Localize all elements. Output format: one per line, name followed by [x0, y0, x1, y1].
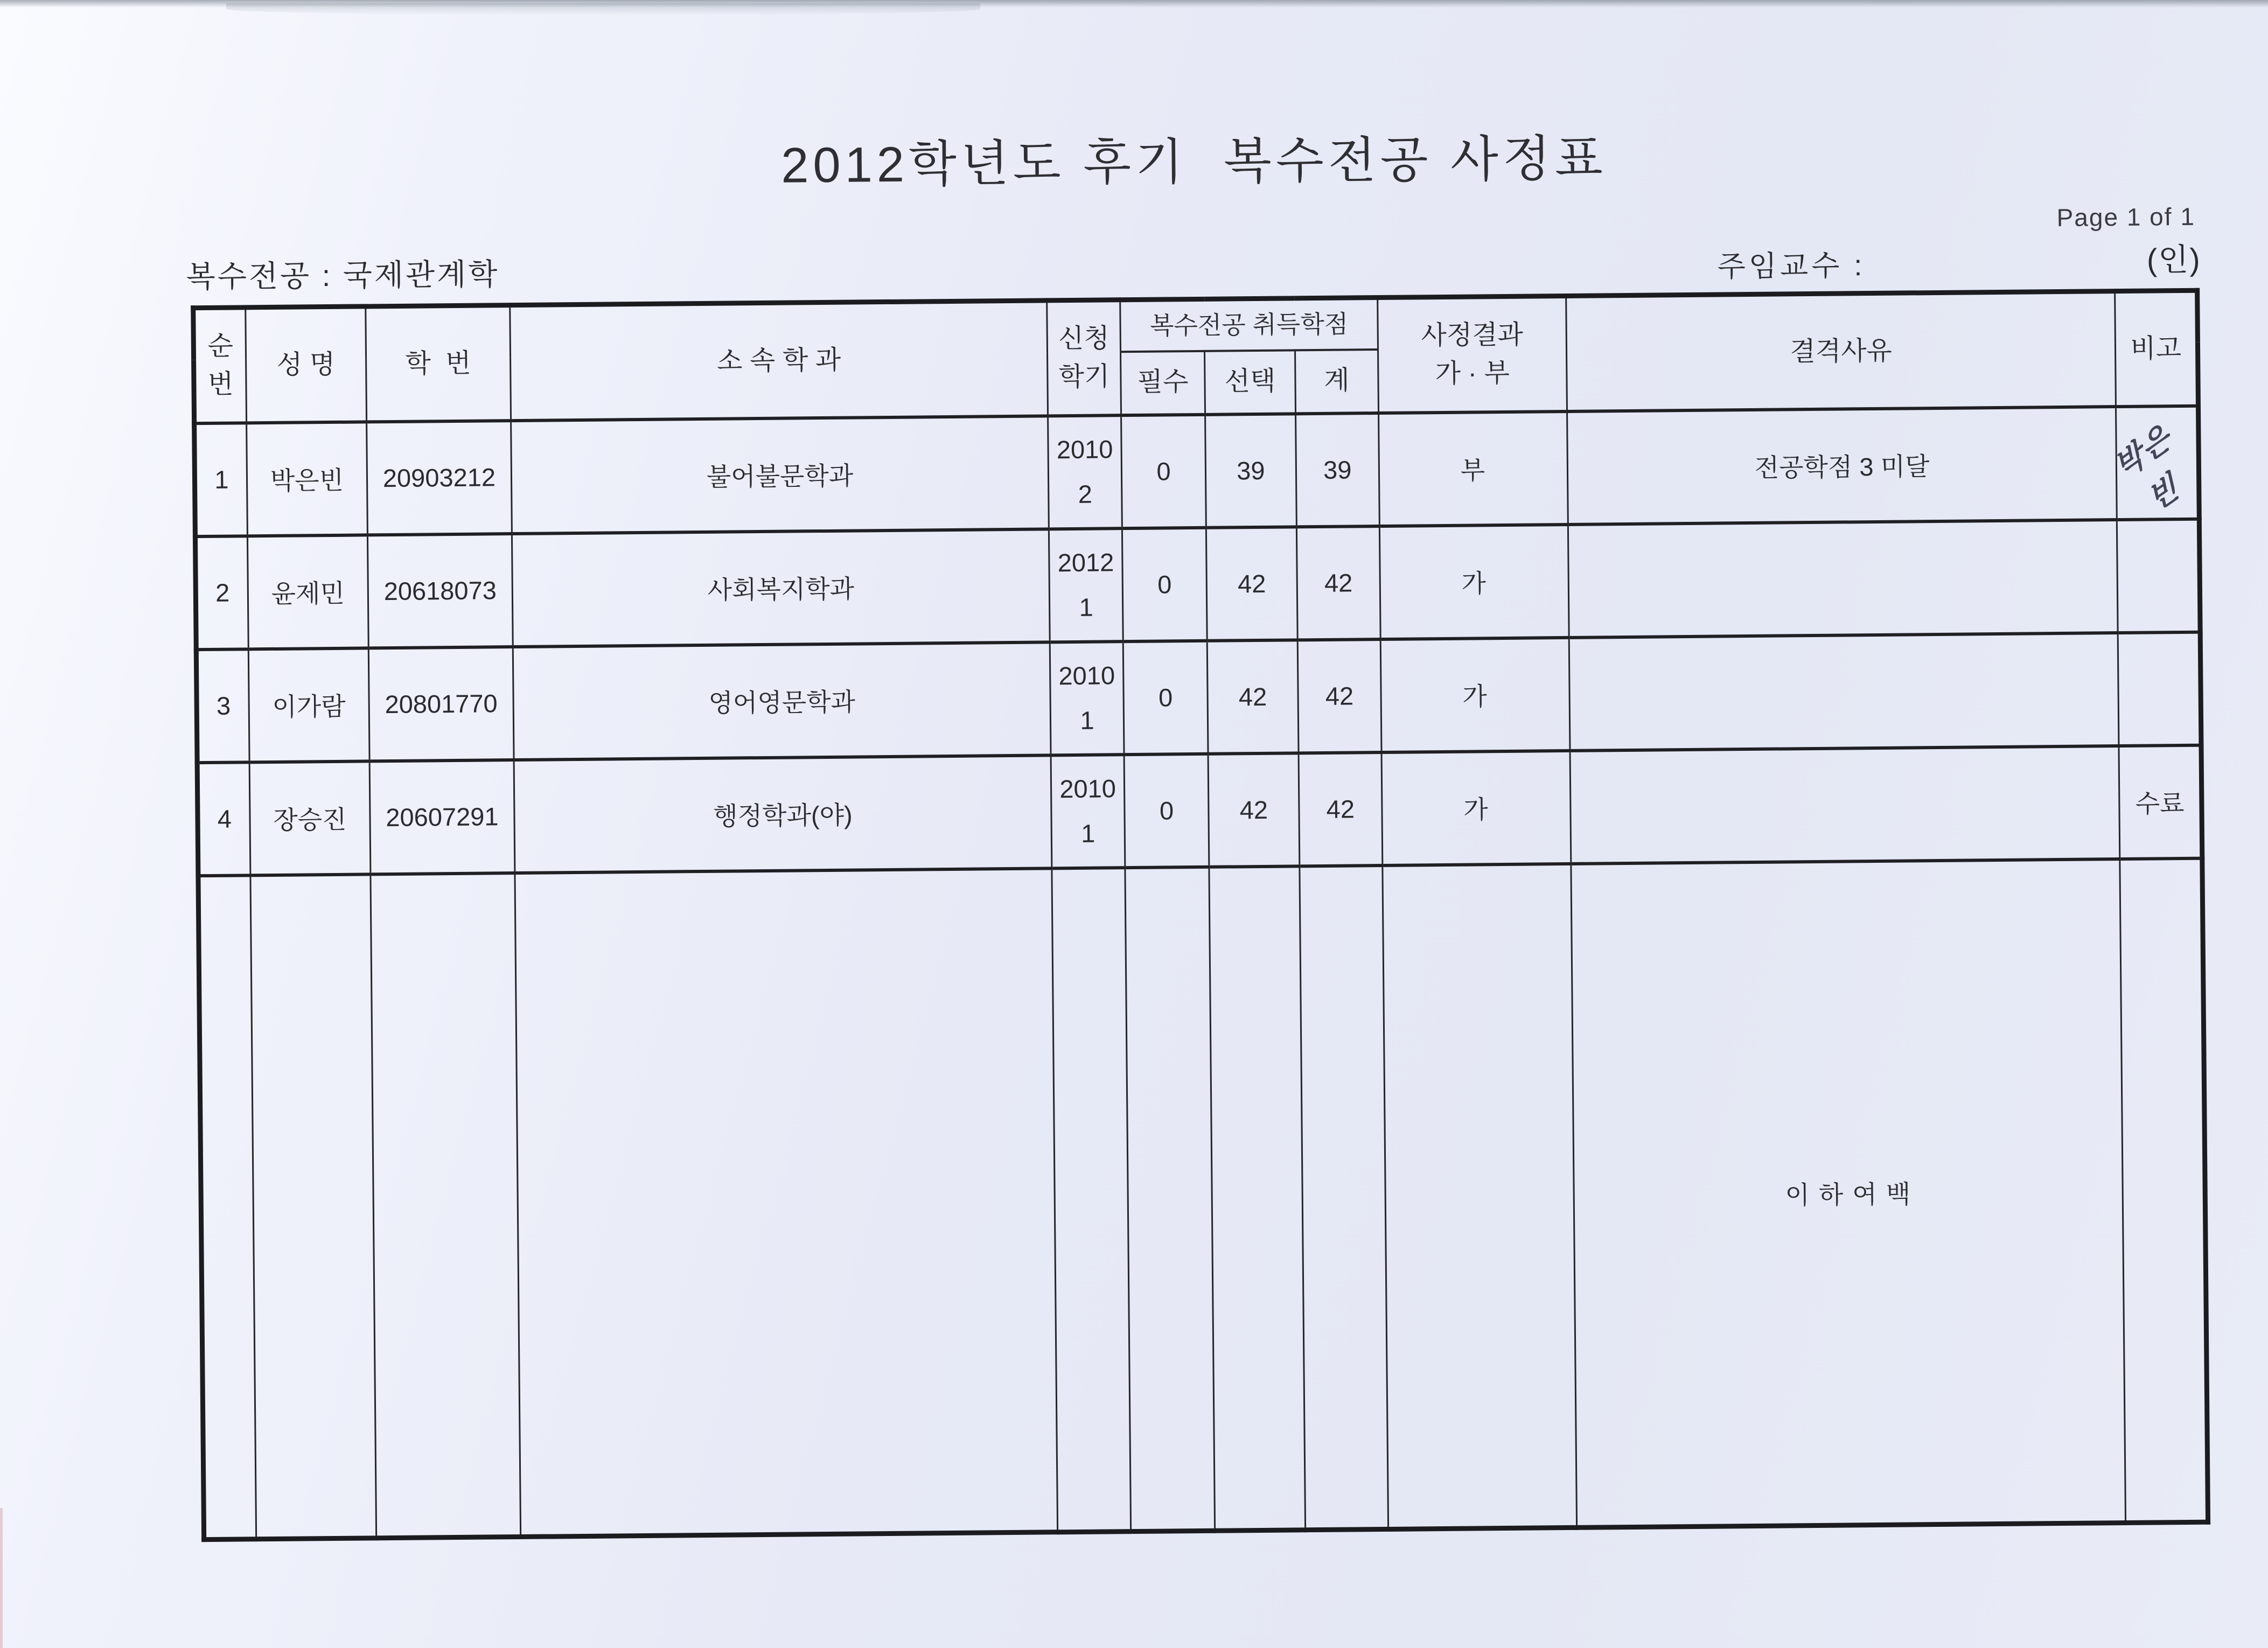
page-number-indicator: Page 1 of 1	[2056, 202, 2196, 232]
cell-no: 2	[195, 536, 248, 650]
cell-no: 3	[196, 649, 249, 763]
header-name: 성 명	[245, 306, 366, 423]
cell-elective	[1209, 866, 1305, 1531]
header-reason: 결격사유	[1566, 291, 2116, 411]
cell-required: 0	[1124, 753, 1209, 867]
cell-total: 42	[1299, 752, 1383, 865]
cell-no: 4	[197, 762, 250, 876]
header-semester: 신청 학기	[1047, 300, 1121, 416]
header-note: 비고	[2115, 290, 2198, 406]
cell-reason	[1570, 746, 2120, 864]
cell-result: 가	[1380, 637, 1570, 752]
header-no: 순 번	[193, 308, 247, 423]
cell-department: 행정학과(야)	[514, 755, 1052, 873]
cell-elective: 42	[1207, 640, 1298, 753]
cell-required: 0	[1123, 640, 1208, 754]
cell-student-id: 20801770	[368, 647, 514, 761]
cell-student-id	[371, 873, 521, 1538]
cell-name: 이가람	[248, 648, 369, 762]
cell-result: 부	[1379, 411, 1568, 526]
assessment-table	[191, 288, 2210, 1542]
cell-elective: 42	[1208, 753, 1299, 867]
cell-name: 장승진	[249, 761, 371, 875]
cell-department: 사회복지학과	[512, 529, 1050, 647]
cell-semester: 2012 1	[1049, 528, 1123, 642]
cell-name: 박은빈	[246, 422, 367, 536]
cell-result: 가	[1381, 750, 1571, 865]
cell-reason	[1569, 633, 2119, 751]
header-total: 계	[1295, 350, 1378, 414]
cell-note	[2120, 858, 2208, 1523]
cell-total: 39	[1295, 413, 1379, 527]
cell-department: 영어영문학과	[513, 642, 1051, 760]
cell-note: 수료	[2119, 745, 2202, 858]
cell-result: 가	[1379, 524, 1569, 639]
cell-reason: 전공학점 3 미달	[1567, 407, 2117, 525]
blank-below-notice: 이 하 여 백	[1571, 859, 2126, 1528]
cell-note	[2118, 632, 2201, 745]
cell-required: 0	[1121, 414, 1206, 528]
cell-name: 윤제민	[247, 535, 368, 649]
handwritten-signature: 박은빈	[2109, 418, 2185, 518]
cell-semester: 2010 2	[1048, 415, 1122, 529]
cell-reason	[1568, 520, 2118, 638]
cell-department	[515, 868, 1058, 1537]
table-row	[194, 406, 2200, 536]
cell-student-id: 20607291	[369, 760, 515, 874]
cell-note	[2117, 519, 2200, 632]
cell-semester: 2010 1	[1050, 641, 1124, 755]
header-elective: 선택	[1205, 350, 1295, 414]
header-result: 사정결과 가 · 부	[1378, 296, 1567, 413]
cell-note	[2109, 406, 2199, 519]
table-row	[195, 519, 2200, 649]
header-department: 소 속 학 과	[510, 301, 1048, 421]
cell-semester: 2010 1	[1051, 755, 1125, 868]
cell-no	[198, 875, 256, 1540]
cell-total: 42	[1296, 526, 1380, 640]
scanner-left-edge-artifact	[0, 1508, 3, 1648]
table-row-empty	[198, 858, 2208, 1539]
header-credits-group: 복수전공 취득학점	[1120, 298, 1378, 352]
cell-total: 42	[1297, 639, 1381, 753]
cell-required	[1125, 867, 1215, 1531]
cell-student-id: 20618073	[367, 534, 513, 648]
cell-semester	[1052, 868, 1131, 1532]
header-required: 필수	[1120, 351, 1205, 415]
cell-student-id: 20903212	[367, 421, 512, 535]
cell-department: 불어불문학과	[511, 416, 1049, 534]
cell-required: 0	[1122, 527, 1207, 641]
cell-result	[1383, 863, 1577, 1529]
page-title: 2012학년도 후기 복수전공 사정표	[780, 131, 1608, 193]
table-row	[196, 632, 2201, 762]
cell-elective: 39	[1205, 414, 1296, 527]
cell-no: 1	[194, 423, 248, 536]
table-row	[197, 745, 2202, 875]
header-row-group	[193, 290, 2198, 359]
header-student-id: 학 번	[366, 305, 511, 422]
head-professor-field: 주임교수 :	[1717, 249, 1866, 283]
cell-total	[1300, 865, 1388, 1530]
cell-elective: 42	[1206, 527, 1297, 640]
seal-placeholder: (인)	[2146, 242, 2201, 278]
cell-name	[250, 874, 376, 1539]
double-major-field: 복수전공 : 국제관계학	[186, 257, 500, 294]
